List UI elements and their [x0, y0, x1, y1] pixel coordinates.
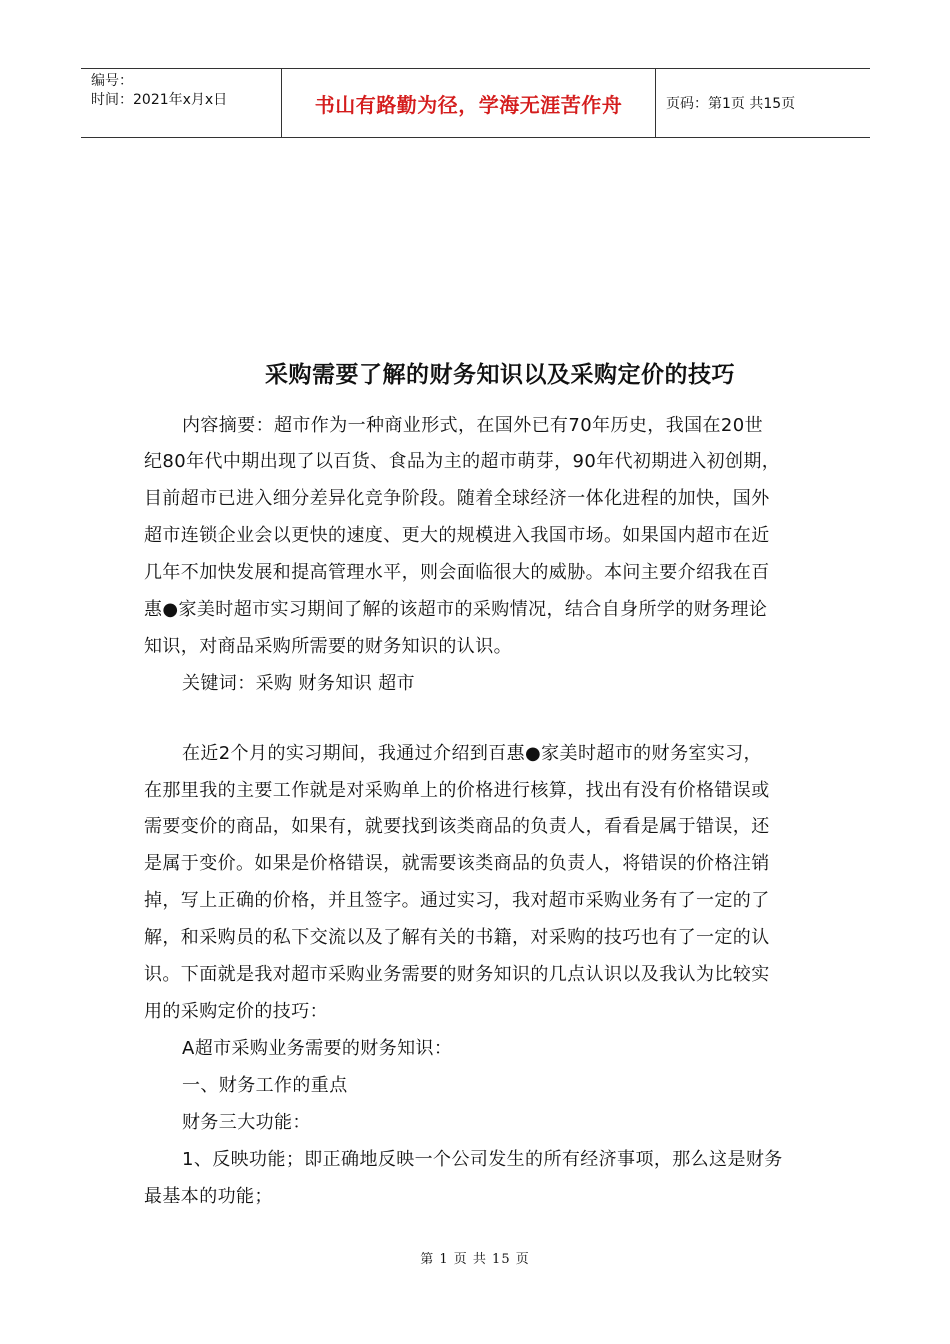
page-info: 页码：第1页 共15页 — [666, 96, 796, 112]
paragraph-line: 内容摘要：超市作为一种商业形式，在国外已有70年历史，我国在20世 — [182, 415, 764, 436]
time-label: 时间：2021年x月x日 — [91, 92, 228, 108]
section-heading: 一、财务工作的重点 — [182, 1075, 348, 1096]
paragraph-line: 用的采购定价的技巧： — [144, 1001, 328, 1022]
paragraph-line: 几年不加快发展和提高管理水平，则会面临很大的威胁。本问主要介绍我在百 — [144, 562, 770, 583]
document-title: 采购需要了解的财务知识以及采购定价的技巧 — [265, 362, 735, 388]
paragraph-line: 纪80年代中期出现了以百货、食品为主的超市萌芽，90年代初期进入初创期， — [144, 451, 781, 472]
paragraph-line: 知识，对商品采购所需要的财务知识的认识。 — [144, 636, 512, 657]
paragraph-line: 识。下面就是我对超市采购业务需要的财务知识的几点认识以及我认为比较实 — [144, 964, 770, 985]
paragraph-line: 目前超市已进入细分差异化竞争阶段。随着全球经济一体化进程的加快，国外 — [144, 488, 770, 509]
paragraph-line: 掉，写上正确的价格，并且签字。通过实习，我对超市采购业务有了一定的了 — [144, 890, 770, 911]
header-meta-cell — [81, 69, 282, 137]
paragraph-line: 需要变价的商品，如果有，就要找到该类商品的负责人，看看是属于错误，还 — [144, 816, 770, 837]
section-heading: A超市采购业务需要的财务知识： — [182, 1038, 453, 1059]
paragraph-line: 惠●家美时超市实习期间了解的该超市的采购情况，结合自身所学的财务理论 — [144, 599, 768, 620]
paragraph-line: 超市连锁企业会以更快的速度、更大的规模进入我国市场。如果国内超市在近 — [144, 525, 770, 546]
paragraph-line: 1、反映功能；即正确地反映一个公司发生的所有经济事项，那么这是财务 — [182, 1149, 783, 1170]
paragraph-line: 在近2个月的实习期间，我通过介绍到百惠●家美时超市的财务室实习， — [182, 743, 762, 764]
paragraph-line: 在那里我的主要工作就是对采购单上的价格进行核算，找出有没有价格错误或 — [144, 780, 770, 801]
paragraph-line: 财务三大功能： — [182, 1112, 311, 1133]
paragraph-line: 最基本的功能； — [144, 1186, 273, 1207]
paragraph-line: 解，和采购员的私下交流以及了解有关的书籍，对采购的技巧也有了一定的认 — [144, 927, 770, 948]
page-footer: 第 1 页 共 15 页 — [420, 1252, 530, 1267]
paragraph-line: 是属于变价。如果是价格错误，就需要该类商品的负责人，将错误的价格注销 — [144, 853, 770, 874]
motto: 书山有路勤为径，学海无涯苦作舟 — [282, 69, 656, 137]
number-label: 编号： — [91, 73, 133, 89]
keywords-line: 关键词：采购 财务知识 超市 — [182, 673, 416, 694]
header-table — [81, 68, 870, 138]
